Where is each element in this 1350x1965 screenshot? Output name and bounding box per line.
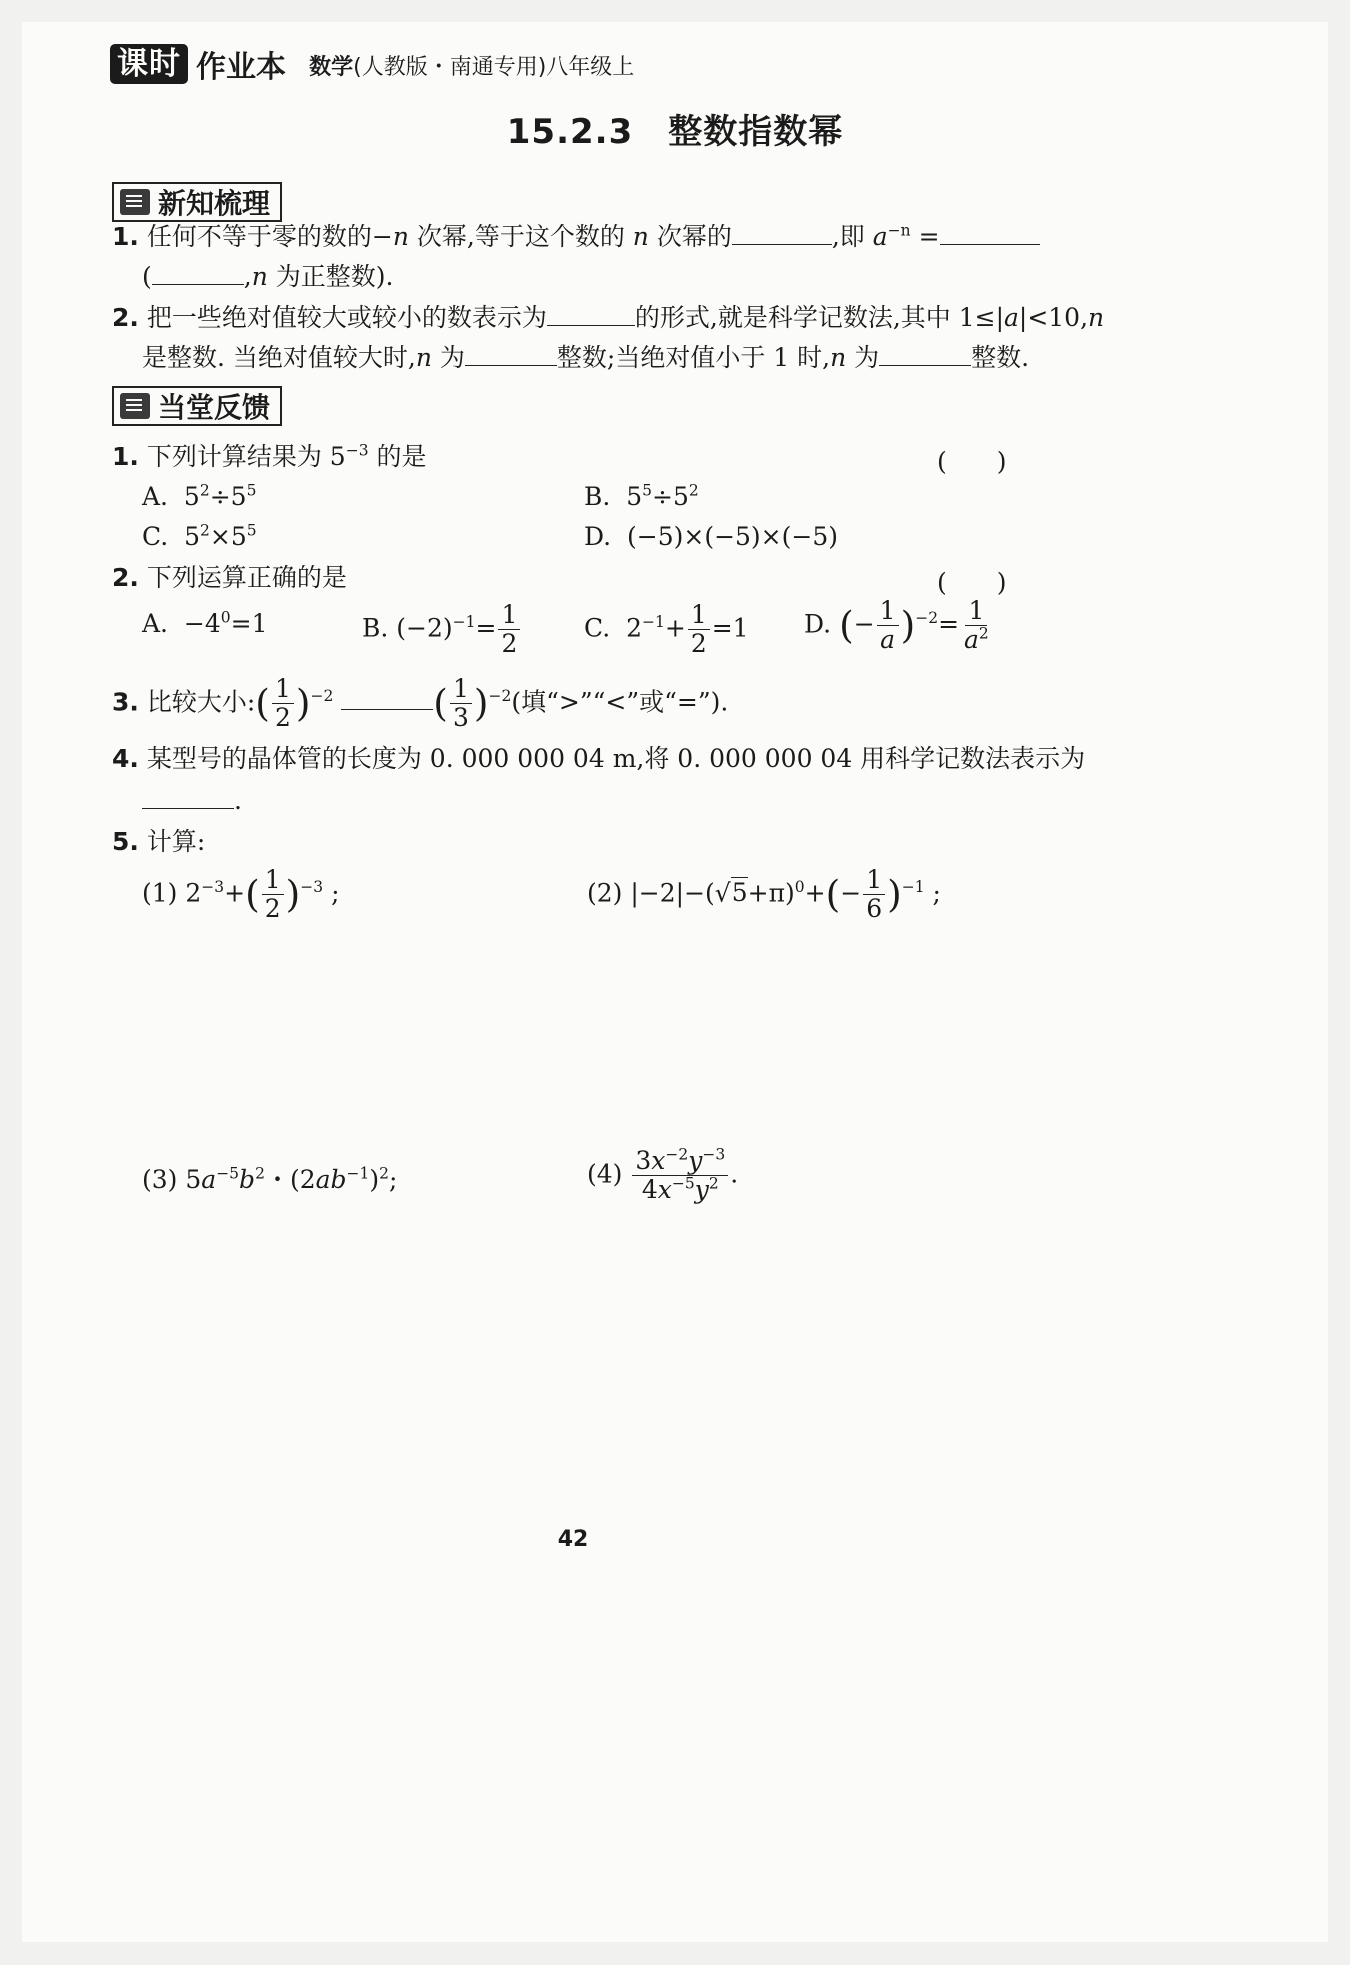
option-d[interactable]: D. (−5)×(−5)×(−5) xyxy=(584,522,838,551)
answer-blank[interactable] xyxy=(465,365,557,366)
s1-question-2-line2: 是整数. 当绝对值较大时,n 为 整数;当绝对值小于 1 时,n 为 整数. xyxy=(142,343,1030,372)
worksheet-page xyxy=(22,22,1328,1942)
s1-question-1-line2: ( ,n 为正整数). xyxy=(142,262,394,291)
option-a[interactable]: A. $-4^0=1$ xyxy=(142,608,268,638)
answer-bracket[interactable]: ( ) xyxy=(937,447,1007,476)
option-c[interactable]: C. $2^{-1}+$ $\frac{1}{2}$ =1 xyxy=(584,600,749,659)
s2-question-2: 2. 下列运算正确的是 xyxy=(112,563,347,592)
option-b[interactable]: B. $(-2)^{-1}=$ $\frac{1}{2}$ xyxy=(362,602,522,658)
s2-question-1: 1. 下列计算结果为 $5^{-3}$ 的是 xyxy=(112,441,427,471)
answer-blank[interactable] xyxy=(940,244,1040,245)
s2-question-3: 3. 比较大小:( $\frac{1}{2}$ )$^{-2}$ ( $\frac{1}{3}$ )$^{-2}$(填“>”“<”或“=”). xyxy=(112,674,729,733)
option-c[interactable]: C. $5^2\times 5^5$ xyxy=(142,521,257,551)
s1-question-1: 1. 任何不等于零的数的−n 次幂,等于这个数的 n 次幂的 ,即 $a^{-n}$ = xyxy=(112,222,1040,252)
logo-box: 课时 xyxy=(110,44,188,84)
answer-blank[interactable] xyxy=(152,284,244,285)
calc-part-4: (4) $\frac{3x^{-2}y^{-3}}{4x^{-5}y^2}$ . xyxy=(587,1145,739,1205)
s1-question-2: 2. 把一些绝对值较大或较小的数表示为 的形式,就是科学记数法,其中 1≤|a|<10,n xyxy=(112,303,1105,332)
calc-part-1: (1) $2^{-3}+$( $\frac{1}{2}$ )$^{-3}$ ; xyxy=(142,865,340,924)
s2-question-4-line2: . xyxy=(142,786,242,816)
page-title: 15.2.3 整数指数幂 xyxy=(506,112,844,152)
pencil-icon xyxy=(120,393,150,419)
answer-blank[interactable] xyxy=(879,365,971,366)
answer-blank[interactable] xyxy=(732,244,832,245)
answer-blank[interactable] xyxy=(341,709,433,710)
answer-blank[interactable] xyxy=(142,808,234,809)
page-number: 42 xyxy=(557,1527,589,1552)
answer-blank[interactable] xyxy=(547,325,635,326)
calc-part-3: (3) $5a^{-5}b^2$・$(2ab^{-1})^2$; xyxy=(142,1164,398,1194)
section-heading-feedback xyxy=(112,386,282,426)
calc-part-2: (2) $|-2|-(√5+\pi)^0+(-$ $\frac{1}{6}$ )$^{-1}$ ; xyxy=(587,865,941,924)
header xyxy=(110,42,634,86)
section-label: 新知梳理 xyxy=(158,187,271,220)
logo-text: 作业本 xyxy=(196,50,286,85)
answer-bracket[interactable]: ( ) xyxy=(937,568,1007,597)
book-logo xyxy=(110,42,286,86)
s2-question-5: 5. 计算: xyxy=(112,827,206,856)
option-d[interactable]: D. (− $\frac{1}{a}$ )$^{-2}$= $\frac{1}{a^2}$ xyxy=(804,596,989,655)
book-icon xyxy=(120,189,150,215)
header-subject: 数学(人教版・南通专用)八年级上 xyxy=(309,55,635,80)
section-label: 当堂反馈 xyxy=(158,391,271,424)
option-a[interactable]: A. $5^2\div 5^5$ xyxy=(142,481,257,511)
s2-question-4: 4. 某型号的晶体管的长度为 0. 000 000 04 m,将 0. 000 000 04 用科学记数法表示为 xyxy=(112,744,1086,773)
option-b[interactable]: B. $5^5\div 5^2$ xyxy=(584,481,699,511)
section-heading-new-knowledge xyxy=(112,182,282,222)
